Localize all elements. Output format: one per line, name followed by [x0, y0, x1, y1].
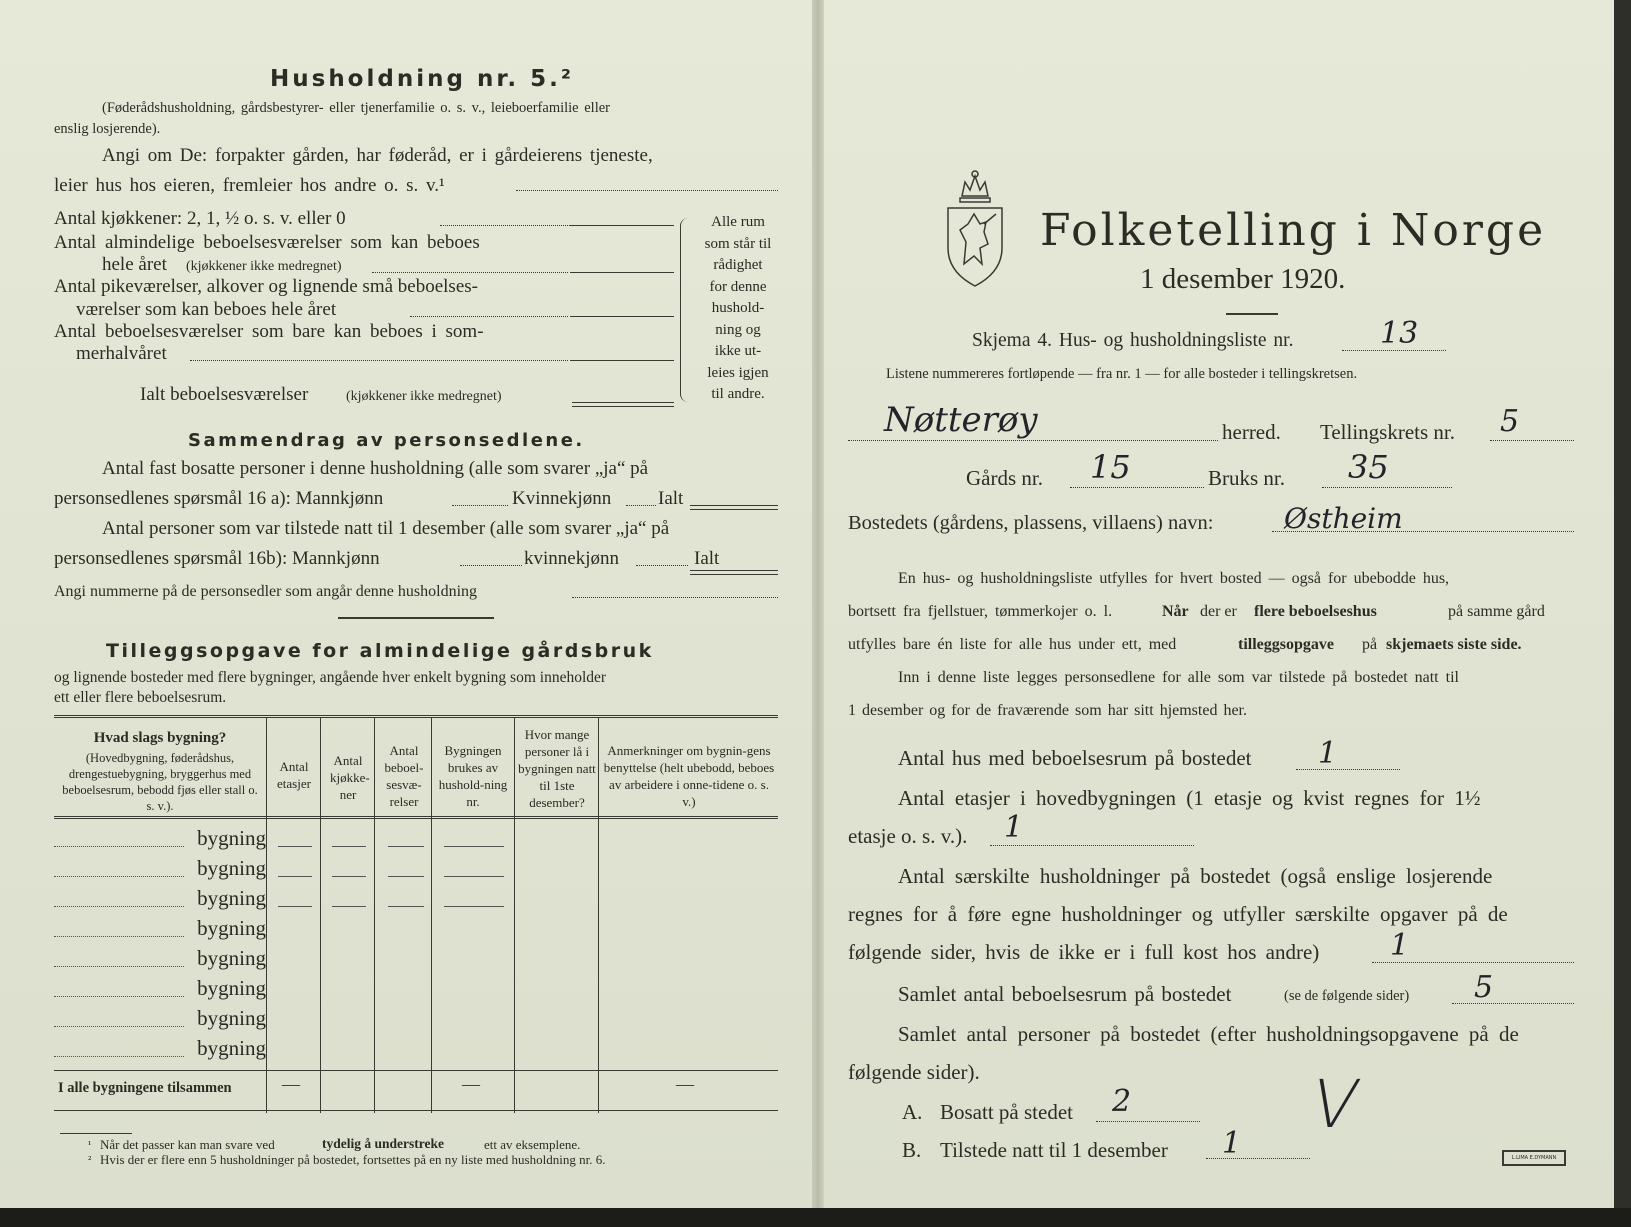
- herred-value[interactable]: Nøtterøy: [884, 400, 1038, 440]
- q2-label-b: etasje o. s. v.).: [848, 824, 968, 848]
- total-rule: [54, 1070, 778, 1071]
- footnote-rule: [60, 1133, 132, 1134]
- check-mark: V: [1303, 1066, 1366, 1143]
- brace: [680, 218, 694, 402]
- printer-stamp: [1502, 1150, 1566, 1166]
- scan-border: [0, 1208, 1631, 1227]
- q1-field[interactable]: [1296, 769, 1400, 770]
- col-divider: [374, 718, 375, 1113]
- mann-field-1[interactable]: [452, 505, 508, 506]
- cell-line[interactable]: [332, 906, 366, 907]
- household-title: Husholdning nr. 5.²: [270, 66, 574, 92]
- col-head-kjokkener: Antal kjøkke-ner: [330, 753, 370, 802]
- bruks-value[interactable]: 35: [1348, 448, 1389, 486]
- q2-label-a: Antal etasjer i hovedbygningen (1 etasje og kvist regnes for 1½: [898, 786, 1481, 810]
- pike-dots: [410, 316, 568, 317]
- summary-line-4b: kvinnekjønn: [524, 548, 619, 569]
- table-row: bygning: [197, 826, 266, 850]
- instr-line-2e: på samme gård: [1448, 603, 1545, 620]
- qa-marker: A.: [902, 1100, 923, 1124]
- cell-line[interactable]: [444, 846, 504, 847]
- ialt-field-double: [572, 406, 674, 407]
- norway-coat-of-arms-icon: [940, 168, 1010, 290]
- footnote-1b: tydelig å understreke: [322, 1136, 444, 1151]
- qa-value[interactable]: 2: [1112, 1084, 1132, 1119]
- ialt-field-1b: [690, 509, 778, 510]
- ialt-label: Ialt beboelsesværelser: [140, 384, 309, 405]
- summary-line-1: Antal fast bosatte personer i denne husholdning (alle som svarer „ja“ på: [102, 458, 649, 479]
- col-divider: [431, 718, 432, 1113]
- date-rule: [1226, 313, 1278, 315]
- mann-field-2[interactable]: [460, 565, 522, 566]
- brace-line: for denne: [709, 278, 767, 295]
- summary-line-3: Antal personer som var tilstede natt til 1 desember (alle som svarer „ja“ på: [102, 518, 670, 539]
- bruks-label: Bruks nr.: [1208, 466, 1286, 490]
- footnote-mark-2: ²: [88, 1154, 92, 1166]
- cell-line[interactable]: [332, 846, 366, 847]
- bosted-value[interactable]: Østheim: [1284, 502, 1403, 535]
- q1-label: Antal hus med beboelsesrum på bostedet: [898, 746, 1252, 770]
- tellingskrets-label: Tellingskrets nr.: [1320, 420, 1456, 444]
- instr-line-3d: skjemaets siste side.: [1386, 636, 1522, 653]
- instr-line-4: Inn i denne liste legges personsedlene for alle som var tilstede på bostedet natt til: [898, 669, 1459, 686]
- angi-line-1: Angi om De: forpakter gården, har føderåd, er i gårdeierens tjeneste,: [102, 145, 653, 166]
- page-fold: [812, 0, 824, 1208]
- qb-marker: B.: [902, 1138, 922, 1162]
- q3-value[interactable]: 1: [1390, 928, 1410, 963]
- q4-label-small: (se de følgende sider): [1284, 988, 1410, 1004]
- brace-line: hushold-: [711, 300, 765, 316]
- bruks-field[interactable]: [1322, 487, 1452, 488]
- col-head-anmerkninger: Anmerkninger om bygnin-gens benyttelse (helt ubebodd, beboes av arbeidere i onne-tidene o. s. v.): [603, 743, 775, 809]
- summary-line-4a: personsedlenes spørsmål 16b): Mannkjønn: [54, 548, 380, 569]
- table-row: bygning: [197, 946, 266, 970]
- tillegg-line-1: og lignende bosteder med flere bygninger, angående hver enkelt bygning som inneholder: [54, 669, 607, 686]
- footnote-2: Hvis der er flere enn 5 husholdninger på bostedet, fortsettes på en ny liste med husholdning nr. 6.: [100, 1152, 606, 1167]
- alm-label-1: Antal almindelige beboelsesværelser som kan beboes: [54, 232, 480, 253]
- form-date: 1 desember 1920.: [1140, 263, 1346, 295]
- gards-value[interactable]: 15: [1090, 448, 1131, 486]
- divider: [338, 617, 494, 619]
- instr-line-2d: flere beboelseshus: [1254, 603, 1377, 620]
- instr-line-5: 1 desember og for de fraværende som har sitt hjemsted her.: [848, 702, 1247, 719]
- sommer-label-2: merhalvåret: [76, 343, 167, 364]
- brace-line: ning og: [715, 321, 761, 338]
- total-dash: —: [282, 1074, 300, 1094]
- qb-label: Tilstede natt til 1 desember: [940, 1138, 1168, 1162]
- stamp-text: L.LIMA E.DYMANN: [1511, 1155, 1557, 1161]
- tellingskrets-field[interactable]: [1490, 440, 1574, 441]
- cell-line[interactable]: [278, 876, 312, 877]
- summary-line-2c: Ialt: [658, 488, 684, 509]
- footnote-1c: ett av eksemplene.: [484, 1137, 581, 1152]
- bosted-field[interactable]: [1272, 531, 1574, 532]
- cell-line[interactable]: [332, 876, 366, 877]
- q5-label-b: følgende sider).: [848, 1060, 980, 1084]
- ialt-field-2[interactable]: [690, 570, 778, 571]
- col-head-personer: Hvor mange personer lå i bygningen natt til 1ste desember?: [518, 727, 596, 810]
- bosted-label: Bostedets (gårdens, plassens, villaens) navn:: [848, 512, 1214, 534]
- pike-field[interactable]: [570, 316, 674, 317]
- skjema-label: Skjema 4. Hus- og husholdningsliste nr.: [972, 330, 1294, 351]
- cell-line[interactable]: [278, 846, 312, 847]
- sommer-label-1: Antal beboelsesværelser som bare kan beboes i som-: [54, 321, 484, 342]
- header-rule: [54, 816, 778, 819]
- q3-field[interactable]: [1372, 962, 1574, 963]
- ialt-field-2b: [690, 574, 778, 575]
- ialt-label-small: (kjøkkener ikke medregnet): [346, 389, 502, 404]
- instr-line-1: En hus- og husholdningsliste utfylles for hvert bosted — også for ubebodde hus,: [898, 570, 1450, 587]
- intro-text-2: enslig losjerende).: [54, 121, 161, 137]
- q4-label: Samlet antal beboelsesrum på bostedet: [898, 982, 1232, 1006]
- pike-label-1: Antal pikeværelser, alkover og lignende små beboelses-: [54, 276, 478, 297]
- q4-field[interactable]: [1452, 1003, 1574, 1004]
- kvinne-field-2[interactable]: [636, 565, 688, 566]
- alm-dots: [372, 272, 568, 273]
- form-title: Folketelling i Norge: [1040, 205, 1547, 256]
- footnote-1a: Når det passer kan man svare ved: [100, 1137, 275, 1152]
- col-head-beboelsesvaerelser: Antal beboel-sesvæ-relser: [384, 743, 424, 809]
- summary-line-4c: Ialt: [694, 548, 720, 569]
- tillegg-line-2: ett eller flere beboelsesrum.: [54, 689, 227, 706]
- q3-label-b: regnes for å føre egne husholdninger og utfyller særskilte opgaver på de: [848, 902, 1508, 926]
- col-head-building-sub: (Hovedbygning, føderådshus, drengestuebygning, bryggerhus med beboelsesrum, bebodd fjøs eller stall o. s. v.).: [62, 751, 258, 813]
- cell-line[interactable]: [388, 876, 424, 877]
- qa-field[interactable]: [1096, 1121, 1200, 1122]
- tellingskrets-value[interactable]: 5: [1500, 404, 1520, 439]
- q3-label-c: følgende sider, hvis de ikke er i full kost hos andre): [848, 940, 1320, 964]
- col-divider: [266, 718, 267, 1113]
- skjema-value[interactable]: 13: [1380, 316, 1419, 351]
- table-row: bygning: [197, 916, 266, 940]
- alm-field[interactable]: [570, 272, 674, 273]
- table-bottom-rule: [54, 1110, 778, 1111]
- summary-title: Sammendrag av personsedlene.: [188, 430, 585, 451]
- table-row: bygning: [197, 976, 266, 1000]
- brace-note: [696, 212, 780, 406]
- personsedler-field[interactable]: [572, 597, 778, 598]
- herred-field[interactable]: [848, 440, 1218, 441]
- brace-line: ikke ut-: [714, 343, 762, 359]
- pike-label-2: værelser som kan beboes hele året: [76, 299, 337, 320]
- col-divider: [320, 718, 321, 1113]
- cell-line[interactable]: [388, 846, 424, 847]
- cell-line[interactable]: [388, 906, 424, 907]
- table-row: bygning: [197, 1036, 266, 1060]
- sommer-field[interactable]: [570, 360, 674, 361]
- buildings-table: [54, 715, 778, 1115]
- ialt-field-1[interactable]: [690, 505, 778, 506]
- brace-line: som står til: [704, 235, 772, 252]
- instr-line-2a: bortsett fra fjellstuer, tømmerkojer o. l.: [848, 603, 1113, 620]
- alm-label-2: hele året: [102, 254, 167, 275]
- ialt-field[interactable]: [572, 402, 674, 403]
- angi-answer-line[interactable]: [516, 190, 778, 191]
- tillegg-title: Tilleggsopgave for almindelige gårdsbruk: [106, 640, 654, 662]
- listene-note: Listene nummereres fortløpende — fra nr. 1 — for alle bosteder i tellingskretsen.: [886, 366, 1358, 382]
- alm-label-small: (kjøkkener ikke medregnet): [186, 259, 342, 274]
- herred-label: herred.: [1222, 420, 1281, 444]
- gards-label: Gårds nr.: [966, 466, 1043, 490]
- table-row: bygning: [197, 886, 266, 910]
- qb-field[interactable]: [1206, 1158, 1310, 1159]
- summary-line-5: Angi nummerne på de personsedler som angår denne husholdning: [54, 583, 478, 600]
- brace-line: leies igjen: [707, 364, 769, 381]
- brace-line: rådighet: [713, 257, 763, 273]
- qb-value[interactable]: 1: [1222, 1126, 1242, 1161]
- total-dash: —: [676, 1074, 694, 1094]
- brace-line: Alle rum: [711, 214, 765, 230]
- q2-value[interactable]: 1: [1004, 810, 1024, 845]
- q3-label-a: Antal særskilte husholdninger på bostedet (også enslige losjerende: [898, 864, 1493, 888]
- total-row-label: I alle bygningene tilsammen: [58, 1080, 232, 1096]
- scan-edge: [1614, 0, 1631, 1208]
- angi-line-2: leier hus hos eieren, fremleier hos andre o. s. v.¹: [54, 175, 445, 196]
- summary-line-2a: personsedlenes spørsmål 16 a): Mannkjønn: [54, 488, 384, 509]
- sommer-dots: [190, 360, 568, 361]
- instr-line-3c: på: [1362, 636, 1378, 653]
- cell-line[interactable]: [444, 906, 504, 907]
- footnote-mark-1: ¹: [88, 1139, 92, 1151]
- table-row: bygning: [197, 1006, 266, 1030]
- instr-line-2b: Når: [1162, 603, 1189, 620]
- summary-line-2b: Kvinnekjønn: [512, 488, 612, 509]
- q4-value[interactable]: 5: [1474, 970, 1494, 1005]
- cell-line[interactable]: [278, 906, 312, 907]
- col-divider: [514, 718, 515, 1113]
- total-dash: —: [462, 1074, 480, 1094]
- q2-field[interactable]: [990, 845, 1194, 846]
- instr-line-3a: utfylles bare én liste for alle hus under ett, med: [848, 636, 1177, 653]
- col-divider: [598, 718, 599, 1113]
- col-head-building: Hvad slags bygning?: [93, 730, 227, 746]
- kjokken-field[interactable]: [570, 225, 674, 226]
- col-head-etasjer: Antal etasjer: [277, 759, 311, 791]
- kjokken-dots: [440, 225, 570, 226]
- intro-text: (Føderådshusholdning, gårdsbestyrer- eller tjenerfamilie o. s. v., leieboerfamilie eller: [102, 100, 611, 116]
- table-row: bygning: [197, 856, 266, 880]
- q1-value[interactable]: 1: [1318, 736, 1338, 771]
- qa-label: Bosatt på stedet: [940, 1100, 1073, 1124]
- kvinne-field-1[interactable]: [626, 505, 656, 506]
- cell-line[interactable]: [444, 876, 504, 877]
- q5-label-a: Samlet antal personer på bostedet (efter husholdningsopgavene på de: [898, 1022, 1519, 1046]
- brace-line: til andre.: [711, 386, 765, 402]
- instr-line-2c: der er: [1200, 603, 1237, 620]
- instr-line-3b: tilleggsopgave: [1238, 636, 1334, 653]
- col-head-husholdning: Bygningen brukes av hushold-ning nr.: [438, 743, 508, 809]
- kjokken-label: Antal kjøkkener: 2, 1, ½ o. s. v. eller 0: [54, 208, 346, 229]
- gards-field[interactable]: [1070, 487, 1204, 488]
